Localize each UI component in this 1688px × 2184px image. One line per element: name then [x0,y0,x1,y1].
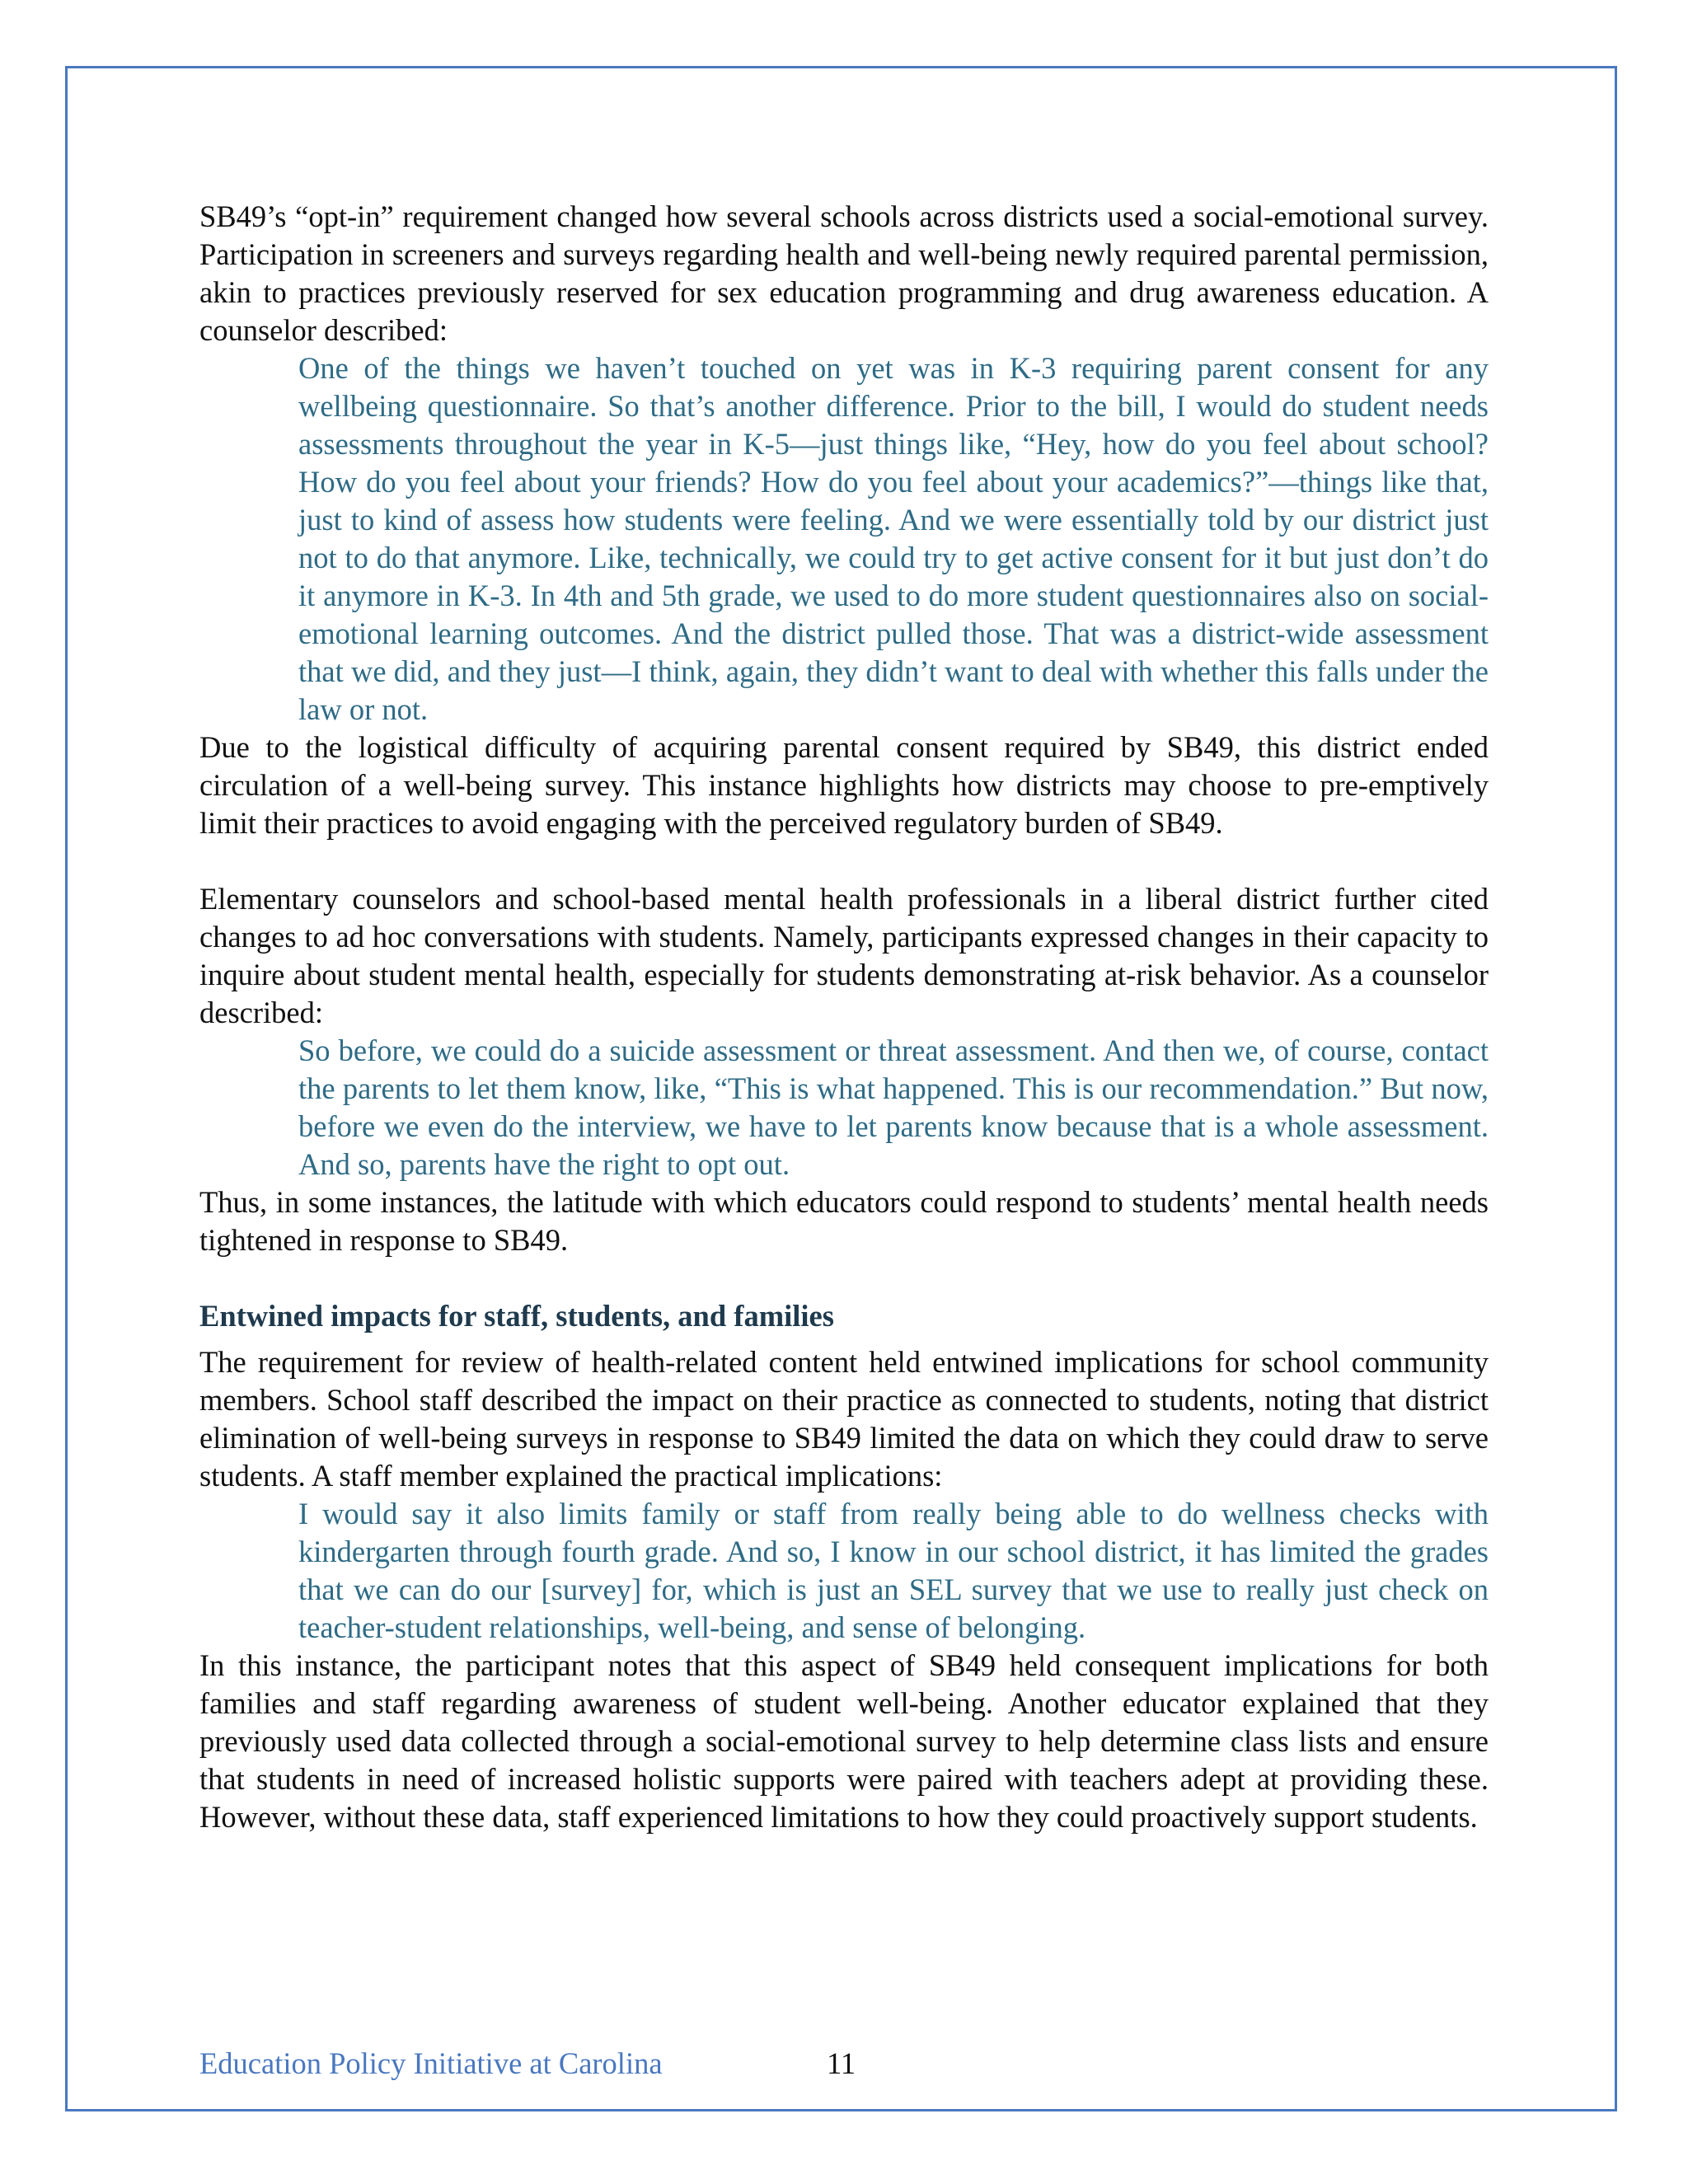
footer-organization: Education Policy Initiative at Carolina [199,2046,663,2080]
page-number: 11 [827,2046,856,2080]
paragraph-opt-in-requirement: SB49’s “opt-in” requirement changed how several schools across districts used a social-emotional survey. Participation in screeners and surveys regarding health and well-being newly required parental permission, akin to practices previously reserved for sex education programming and drug awareness education. A counselor described: [199,199,1489,347]
paragraph-spacer [199,1259,1489,1297]
section-heading-entwined-impacts: Entwined impacts for staff, students, and families [199,1299,834,1333]
paragraph-logistical-difficulty: Due to the logistical difficulty of acquiring parental consent required by SB49, this district ended circulation of a well-being survey. This instance highlights how districts may choose to pre-emptively limit their practices to avoid engaging with the perceived regulatory burden of SB49. [199,730,1489,840]
paragraph-latitude-tightened: Thus, in some instances, the latitude with which educators could respond to students’ mental health needs tightened in response to SB49. [199,1185,1489,1257]
block-quote-counselor-assessment: So before, we could do a suicide assessment or threat assessment. And then we, of course, contact the parents to let them know, like, “This is what happened. This is our recommendation.” But now, before we even do the interview, we have to let parents know because that is a whole assessment. And so, parents have the right to opt out. [298,1033,1489,1181]
block-quote-counselor-consent: One of the things we haven’t touched on yet was in K-3 requiring parent consent for any wellbeing questionnaire. So that’s another difference. Prior to the bill, I would do student needs assessments throughout the year in K-5—just things like, “Hey, how do you feel about school? How do you feel about your friends? How do you feel about your academics?”—things like that, just to kind of assess how students were feeling. And we were essentially told by our district just not to do that anymore. Like, technically, we could try to get active consent for it but just don’t do it anymore in K-3. In 4th and 5th grade, we used to do more student questionnaires also on social-emotional learning outcomes. And the district pulled those. That was a district-wide assessment that we did, and they just—I think, again, they didn’t want to deal with whether this falls under the law or not. [298,351,1489,726]
block-quote-staff-member: I would say it also limits family or staff from really being able to do wellness checks with kindergarten through fourth grade. And so, I know in our school district, it has limited the grades that we can do our [survey] for, which is just an SEL survey that we use to really just check on teacher-student relationships, well-being, and sense of belonging. [298,1497,1489,1644]
document-body [199,198,1489,1836]
paragraph-spacer [199,842,1489,880]
paragraph-elementary-counselors: Elementary counselors and school-based mental health professionals in a liberal district further cited changes to ad hoc conversations with students. Namely, participants expressed changes in their capacity to inquire about student mental health, especially for students demonstrating at-risk behavior. As a counselor described: [199,882,1489,1029]
paragraph-consequent-implications: In this instance, the participant notes that this aspect of SB49 held consequent implications for both families and staff regarding awareness of student well-being. Another educator explained that they previously used data collected through a social-emotional survey to help determine class lists and ensure that students in need of increased holistic supports were paired with teachers adept at providing these. However, without these data, staff experienced limitations to how they could proactively support students. [199,1648,1489,1834]
paragraph-health-content-review: The requirement for review of health-related content held entwined implications for school community members. School staff described the impact on their practice as connected to students, noting that district elimination of well-being surveys in response to SB49 limited the data on which they could draw to serve students. A staff member explained the practical implications: [199,1345,1489,1493]
